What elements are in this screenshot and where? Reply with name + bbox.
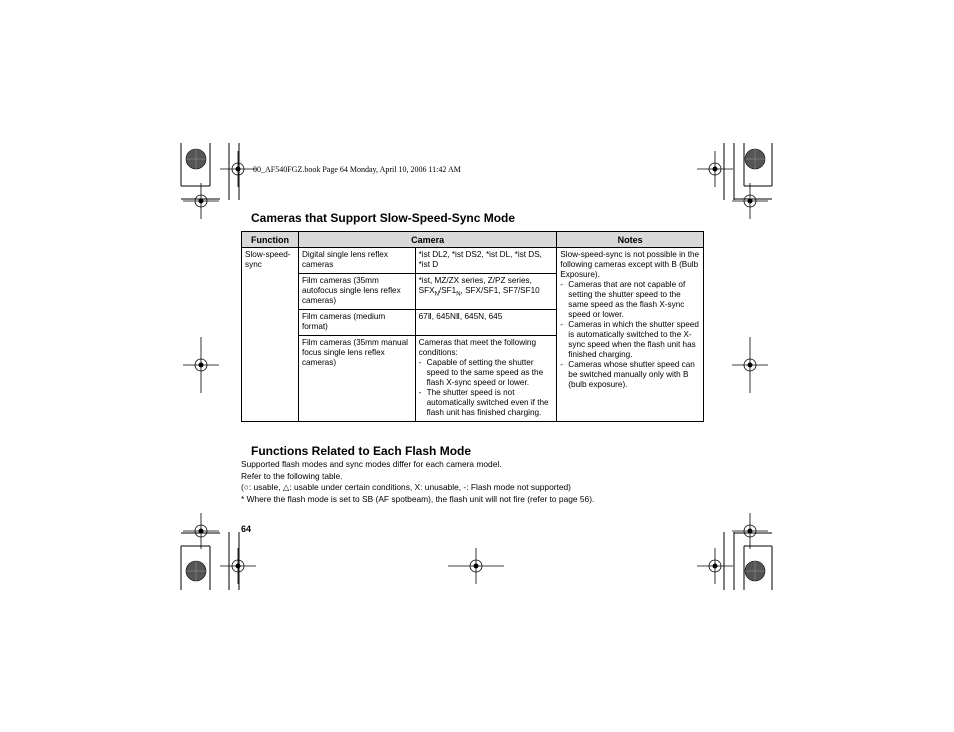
- header-function: Function: [242, 232, 299, 248]
- models-text: /SF1: [438, 286, 457, 295]
- notes-item-text: Cameras in which the shutter speed is automatically switched to the X-sync speed when the flash unit has finished charging.: [568, 320, 699, 359]
- models-text: *ist, MZ/ZX series, Z/PZ series,: [418, 276, 532, 285]
- notes-cell: [557, 248, 704, 422]
- camera-type-cell: Film cameras (35mm autofocus single lens reflex cameras): [298, 274, 415, 310]
- models-text: SFX: [418, 286, 435, 295]
- spotbeam-note: * Where the flash mode is set to SB (AF spotbeam), the flash unit will not fire (refer to page 56).: [241, 494, 595, 504]
- intro-line: Supported flash modes and sync modes differ for each camera model.: [241, 459, 502, 469]
- models-intro: Cameras that meet the following conditions:: [418, 338, 537, 357]
- refer-line: Refer to the following table.: [241, 471, 343, 481]
- notes-item-text: Cameras that are not capable of setting the shutter speed to the same speed as the flash X-sync speed or lower.: [568, 280, 686, 319]
- section-title-flash-modes: Functions Related to Each Flash Mode: [251, 444, 472, 458]
- camera-models-cell: [415, 336, 557, 422]
- slow-sync-table: [241, 231, 704, 422]
- camera-type-cell: Film cameras (35mm manual focus single lens reflex cameras): [298, 336, 415, 422]
- bullet-dash: -: [560, 320, 564, 329]
- condition-text: Capable of setting the shutter speed to the same speed as the flash X-sync speed or lower.: [426, 358, 544, 387]
- models-subscript: N: [456, 291, 461, 298]
- legend-text: : usable,: [248, 482, 283, 492]
- bullet-dash: -: [560, 360, 564, 369]
- camera-models-cell: [415, 274, 557, 310]
- page-number: 64: [241, 524, 252, 534]
- file-header: 00_AF540FGZ.book Page 64 Monday, April 10, 2006 11:42 AM: [253, 165, 461, 174]
- models-text: , SFX/SF1, SF7/SF10: [460, 286, 540, 295]
- bullet-dash: -: [560, 280, 564, 289]
- notes-item: [560, 320, 700, 360]
- table-row: [242, 248, 704, 274]
- notes-item: [560, 280, 700, 320]
- notes-intro: Slow-speed-sync is not possible in the following cameras except with B (Bulb Exposure).: [560, 250, 700, 279]
- condition-item: [419, 388, 554, 418]
- bullet-dash: -: [418, 388, 422, 397]
- models-subscript: N: [434, 291, 439, 298]
- camera-type-cell: Digital single lens reflex cameras: [298, 248, 415, 274]
- condition-text: The shutter speed is not automatically switched even if the flash unit has finished charging.: [426, 388, 549, 417]
- camera-models-cell: 67Ⅱ, 645NⅡ, 645N, 645: [415, 310, 557, 336]
- triangle-symbol-icon: △: [282, 482, 290, 492]
- circle-symbol-icon: ○: [243, 482, 249, 492]
- bullet-dash: -: [418, 358, 422, 367]
- camera-models-cell: *ist DL2, *ist DS2, *ist DL, *ist DS, *ist D: [415, 248, 557, 274]
- legend-line: [241, 482, 571, 492]
- legend-text: (: [241, 482, 244, 492]
- notes-item: [560, 360, 700, 390]
- condition-item: [419, 358, 554, 388]
- camera-type-cell: Film cameras (medium format): [298, 310, 415, 336]
- section-title-slow-sync: Cameras that Support Slow-Speed-Sync Mode: [251, 211, 516, 225]
- header-notes: Notes: [557, 232, 704, 248]
- function-cell: Slow-speed-sync: [242, 248, 299, 422]
- table-header-row: [242, 232, 704, 248]
- notes-item-text: Cameras whose shutter speed can be switched manually only with B (bulb exposure).: [568, 360, 695, 389]
- legend-text: : usable under certain conditions, X: unusable, -: Flash mode not supported): [289, 482, 571, 492]
- header-camera: Camera: [298, 232, 556, 248]
